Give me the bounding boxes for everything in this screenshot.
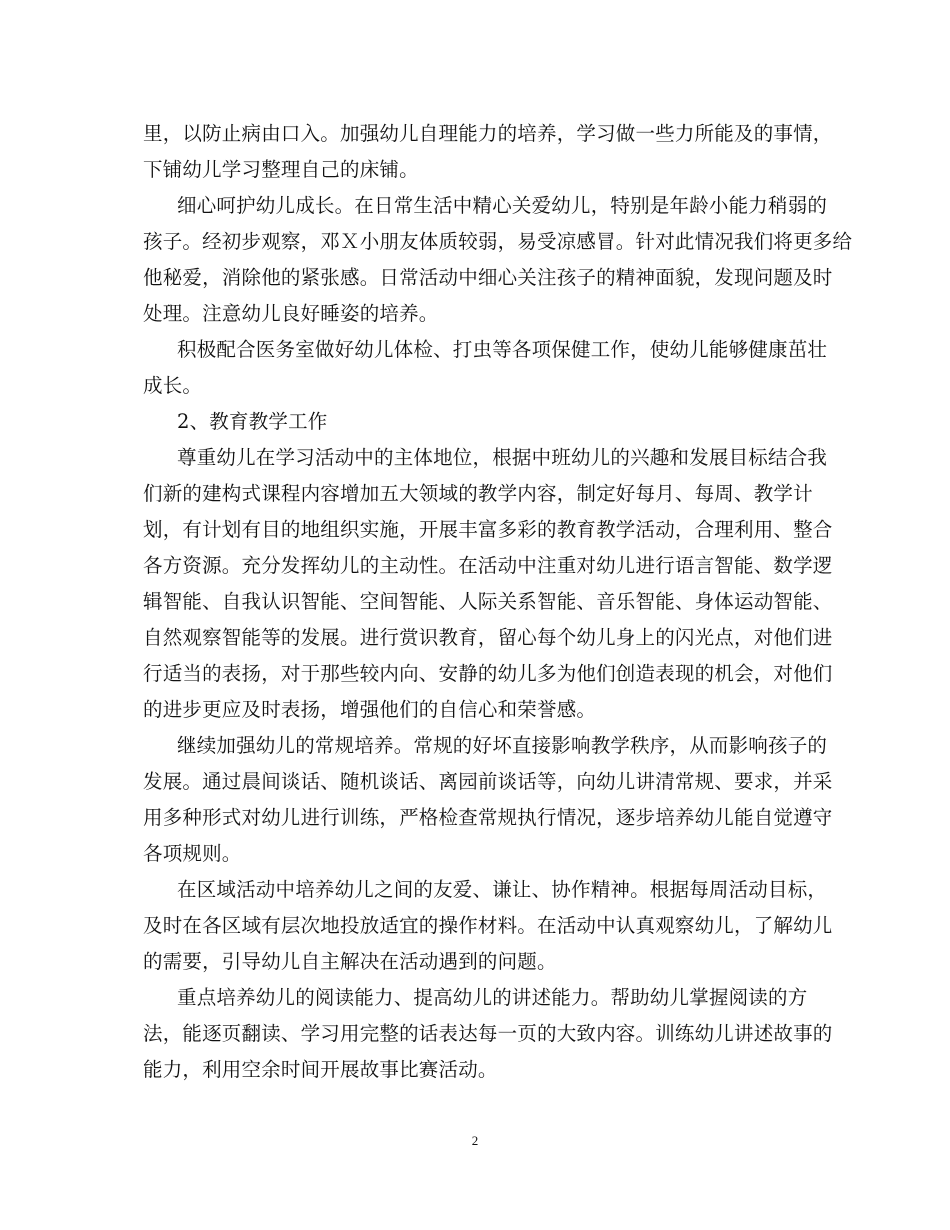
paragraph — [143, 440, 833, 728]
text-line: 们新的建构式课程内容增加五大领域的教学内容，制定好每月、每周、教学计 — [143, 482, 813, 505]
text-line: 2、教育教学工作 — [177, 410, 328, 433]
text-line: 行适当的表扬，对于那些较内向、安静的幼儿多为他们创造表现的机会，对他们 — [143, 662, 833, 685]
text-line: 在区域活动中培养幼儿之间的友爱、谦让、协作精神。根据每周活动目标， — [177, 878, 828, 901]
text-line: 他秘爱，消除他的紧张感。日常活动中细心关注孩子的精神面貌，发现问题及时 — [143, 266, 833, 289]
paragraph — [143, 116, 833, 188]
text-line: 的进步更应及时表扬，增强他们的自信心和荣誉感。 — [143, 698, 597, 721]
text-line: 积极配合医务室做好幼儿体检、打虫等各项保健工作，使幼儿能够健康茁壮 — [177, 338, 828, 361]
page-number: 2 — [471, 1133, 479, 1148]
paragraph — [143, 332, 828, 404]
text-line: 自然观察智能等的发展。进行赏识教育，留心每个幼儿身上的闪光点，对他们进 — [143, 626, 833, 649]
text-line: 各项规则。 — [143, 842, 242, 865]
text-line: 重点培养幼儿的阅读能力、提高幼儿的讲述能力。帮助幼儿掌握阅读的方 — [177, 986, 808, 1009]
text-line: 用多种形式对幼儿进行训练，严格检查常规执行情况，逐步培养幼儿能自觉遵守 — [143, 806, 833, 829]
paragraph — [143, 404, 810, 440]
text-line: 能力，利用空余时间开展故事比赛活动。 — [143, 1058, 498, 1081]
text-line: 细心呵护幼儿成长。在日常生活中精心关爱幼儿，特别是年龄小能力稍弱的 — [177, 194, 828, 217]
text-line: 里，以防止病由口入。加强幼儿自理能力的培养，学习做一些力所能及的事情， — [143, 122, 833, 145]
text-line: 孩子。经初步观察，邓Ｘ小朋友体质较弱，易受凉感冒。针对此情况我们将更多给 — [143, 230, 853, 253]
document-body — [143, 116, 853, 1088]
paragraph — [143, 728, 833, 872]
text-line: 继续加强幼儿的常规培养。常规的好坏直接影响教学秩序，从而影响孩子的 — [177, 734, 828, 757]
text-line: 尊重幼儿在学习活动中的主体地位，根据中班幼儿的兴趣和发展目标结合我 — [177, 446, 828, 469]
text-line: 辑智能、自我认识智能、空间智能、人际关系智能、音乐智能、身体运动智能、 — [143, 590, 833, 613]
text-line: 各方资源。充分发挥幼儿的主动性。在活动中注重对幼儿进行语言智能、数学逻 — [143, 554, 833, 577]
text-line: 成长。 — [143, 374, 203, 397]
paragraph — [143, 872, 833, 980]
paragraph — [143, 980, 833, 1088]
text-line: 下铺幼儿学习整理自己的床铺。 — [143, 158, 419, 181]
paragraph — [143, 188, 853, 332]
text-line: 发展。通过晨间谈话、随机谈话、离园前谈话等，向幼儿讲清常规、要求，并采 — [143, 770, 833, 793]
text-line: 的需要，引导幼儿自主解决在活动遇到的问题。 — [143, 950, 557, 973]
text-line: 法，能逐页翻读、学习用完整的话表达每一页的大致内容。训练幼儿讲述故事的 — [143, 1022, 833, 1045]
text-line: 及时在各区域有层次地投放适宜的操作材料。在活动中认真观察幼儿，了解幼儿 — [143, 914, 833, 937]
text-line: 划，有计划有目的地组织实施，开展丰富多彩的教育教学活动，合理利用、整合 — [143, 518, 833, 541]
text-line: 处理。注意幼儿良好睡姿的培养。 — [143, 302, 439, 325]
